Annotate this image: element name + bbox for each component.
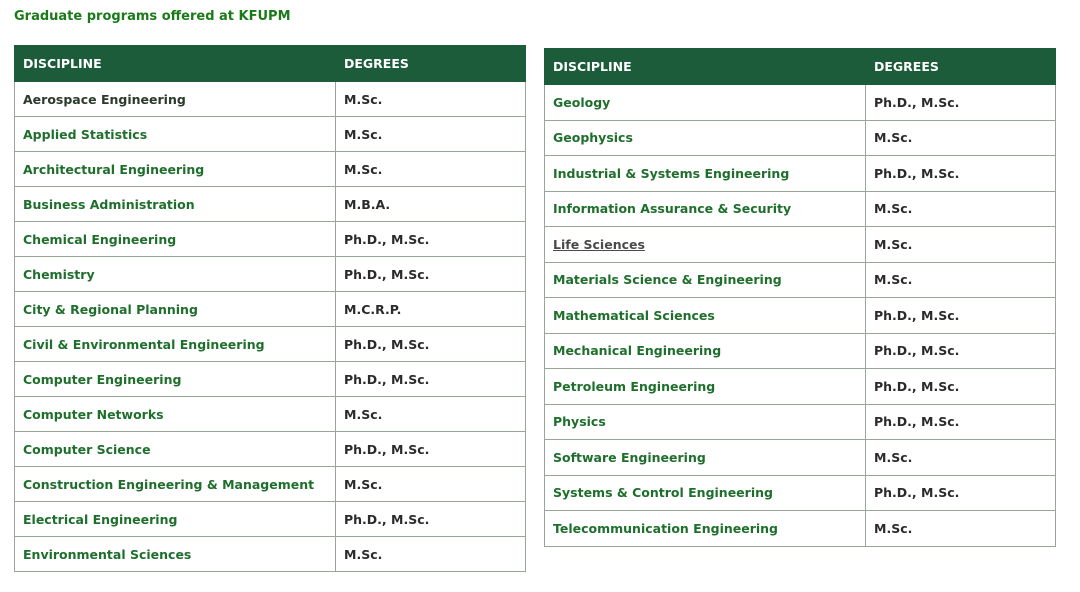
degrees-column-header: DEGREES [336,46,526,82]
discipline-cell: Aerospace Engineering [15,82,336,117]
table-row [545,475,1056,511]
page-title: Graduate programs offered at KFUPM [14,9,291,24]
discipline-cell[interactable]: Mathematical Sciences [545,298,866,334]
discipline-cell-link[interactable] [545,227,866,263]
discipline-cell[interactable]: Applied Statistics [15,117,336,152]
discipline-cell[interactable]: Industrial & Systems Engineering [545,156,866,192]
table-row [15,432,526,467]
degrees-cell: M.Sc. [866,120,1056,156]
table-row [15,467,526,502]
discipline-cell[interactable]: Architectural Engineering [15,152,336,187]
discipline-cell[interactable]: Petroleum Engineering [545,369,866,405]
table-row [15,187,526,222]
degrees-cell: M.Sc. [336,152,526,187]
discipline-cell[interactable]: Software Engineering [545,440,866,476]
discipline-cell[interactable]: City & Regional Planning [15,292,336,327]
table-row [545,369,1056,405]
table-row [15,152,526,187]
discipline-cell[interactable]: Computer Networks [15,397,336,432]
degrees-cell: M.Sc. [866,191,1056,227]
discipline-cell[interactable]: Civil & Environmental Engineering [15,327,336,362]
degrees-cell: Ph.D., M.Sc. [866,298,1056,334]
degrees-cell: M.Sc. [866,440,1056,476]
degrees-cell: Ph.D., M.Sc. [336,222,526,257]
discipline-cell[interactable]: Environmental Sciences [15,537,336,572]
table-row [15,117,526,152]
degrees-cell: Ph.D., M.Sc. [866,404,1056,440]
table-row [545,262,1056,298]
table-row [545,440,1056,476]
table-row [545,298,1056,334]
table-row [545,404,1056,440]
table-row [15,82,526,117]
discipline-column-header: DISCIPLINE [545,49,866,85]
table-row [545,85,1056,121]
table-row [545,191,1056,227]
degrees-cell: M.C.R.P. [336,292,526,327]
discipline-column-header: DISCIPLINE [15,46,336,82]
table-row [15,327,526,362]
life-sciences-link[interactable]: Life Sciences [553,236,645,252]
discipline-cell[interactable]: Chemical Engineering [15,222,336,257]
discipline-cell[interactable]: Electrical Engineering [15,502,336,537]
discipline-cell[interactable]: Geology [545,85,866,121]
discipline-cell[interactable]: Geophysics [545,120,866,156]
degrees-cell: Ph.D., M.Sc. [866,333,1056,369]
table-row [15,537,526,572]
discipline-cell[interactable]: Physics [545,404,866,440]
degrees-cell: Ph.D., M.Sc. [866,475,1056,511]
discipline-cell[interactable]: Business Administration [15,187,336,222]
discipline-cell[interactable]: Materials Science & Engineering [545,262,866,298]
discipline-cell[interactable]: Computer Science [15,432,336,467]
table-row [15,257,526,292]
discipline-cell[interactable]: Chemistry [15,257,336,292]
degrees-cell: Ph.D., M.Sc. [336,502,526,537]
degrees-cell: M.Sc. [866,227,1056,263]
degrees-cell: Ph.D., M.Sc. [866,156,1056,192]
table-row [15,397,526,432]
degrees-cell: M.Sc. [866,262,1056,298]
table-header-row [545,49,1056,85]
degrees-cell: M.Sc. [336,82,526,117]
programs-table-left [14,45,526,572]
degrees-cell: M.Sc. [336,117,526,152]
degrees-cell: Ph.D., M.Sc. [336,327,526,362]
discipline-cell[interactable]: Information Assurance & Security [545,191,866,227]
degrees-cell: Ph.D., M.Sc. [866,369,1056,405]
discipline-cell[interactable]: Systems & Control Engineering [545,475,866,511]
degrees-cell: Ph.D., M.Sc. [866,85,1056,121]
degrees-cell: M.B.A. [336,187,526,222]
table-row [545,120,1056,156]
table-row [545,333,1056,369]
table-row [545,156,1056,192]
table-row [15,292,526,327]
degrees-cell: M.Sc. [336,467,526,502]
table-row [545,227,1056,263]
discipline-cell[interactable]: Mechanical Engineering [545,333,866,369]
degrees-column-header: DEGREES [866,49,1056,85]
programs-table-right [544,48,1056,547]
table-row [545,511,1056,547]
discipline-cell[interactable]: Telecommunication Engineering [545,511,866,547]
degrees-cell: Ph.D., M.Sc. [336,362,526,397]
table-row [15,222,526,257]
table-header-row [15,46,526,82]
discipline-cell[interactable]: Construction Engineering & Management [15,467,336,502]
discipline-cell[interactable]: Computer Engineering [15,362,336,397]
degrees-cell: M.Sc. [866,511,1056,547]
table-row [15,502,526,537]
degrees-cell: M.Sc. [336,537,526,572]
table-row [15,362,526,397]
degrees-cell: Ph.D., M.Sc. [336,432,526,467]
degrees-cell: M.Sc. [336,397,526,432]
degrees-cell: Ph.D., M.Sc. [336,257,526,292]
